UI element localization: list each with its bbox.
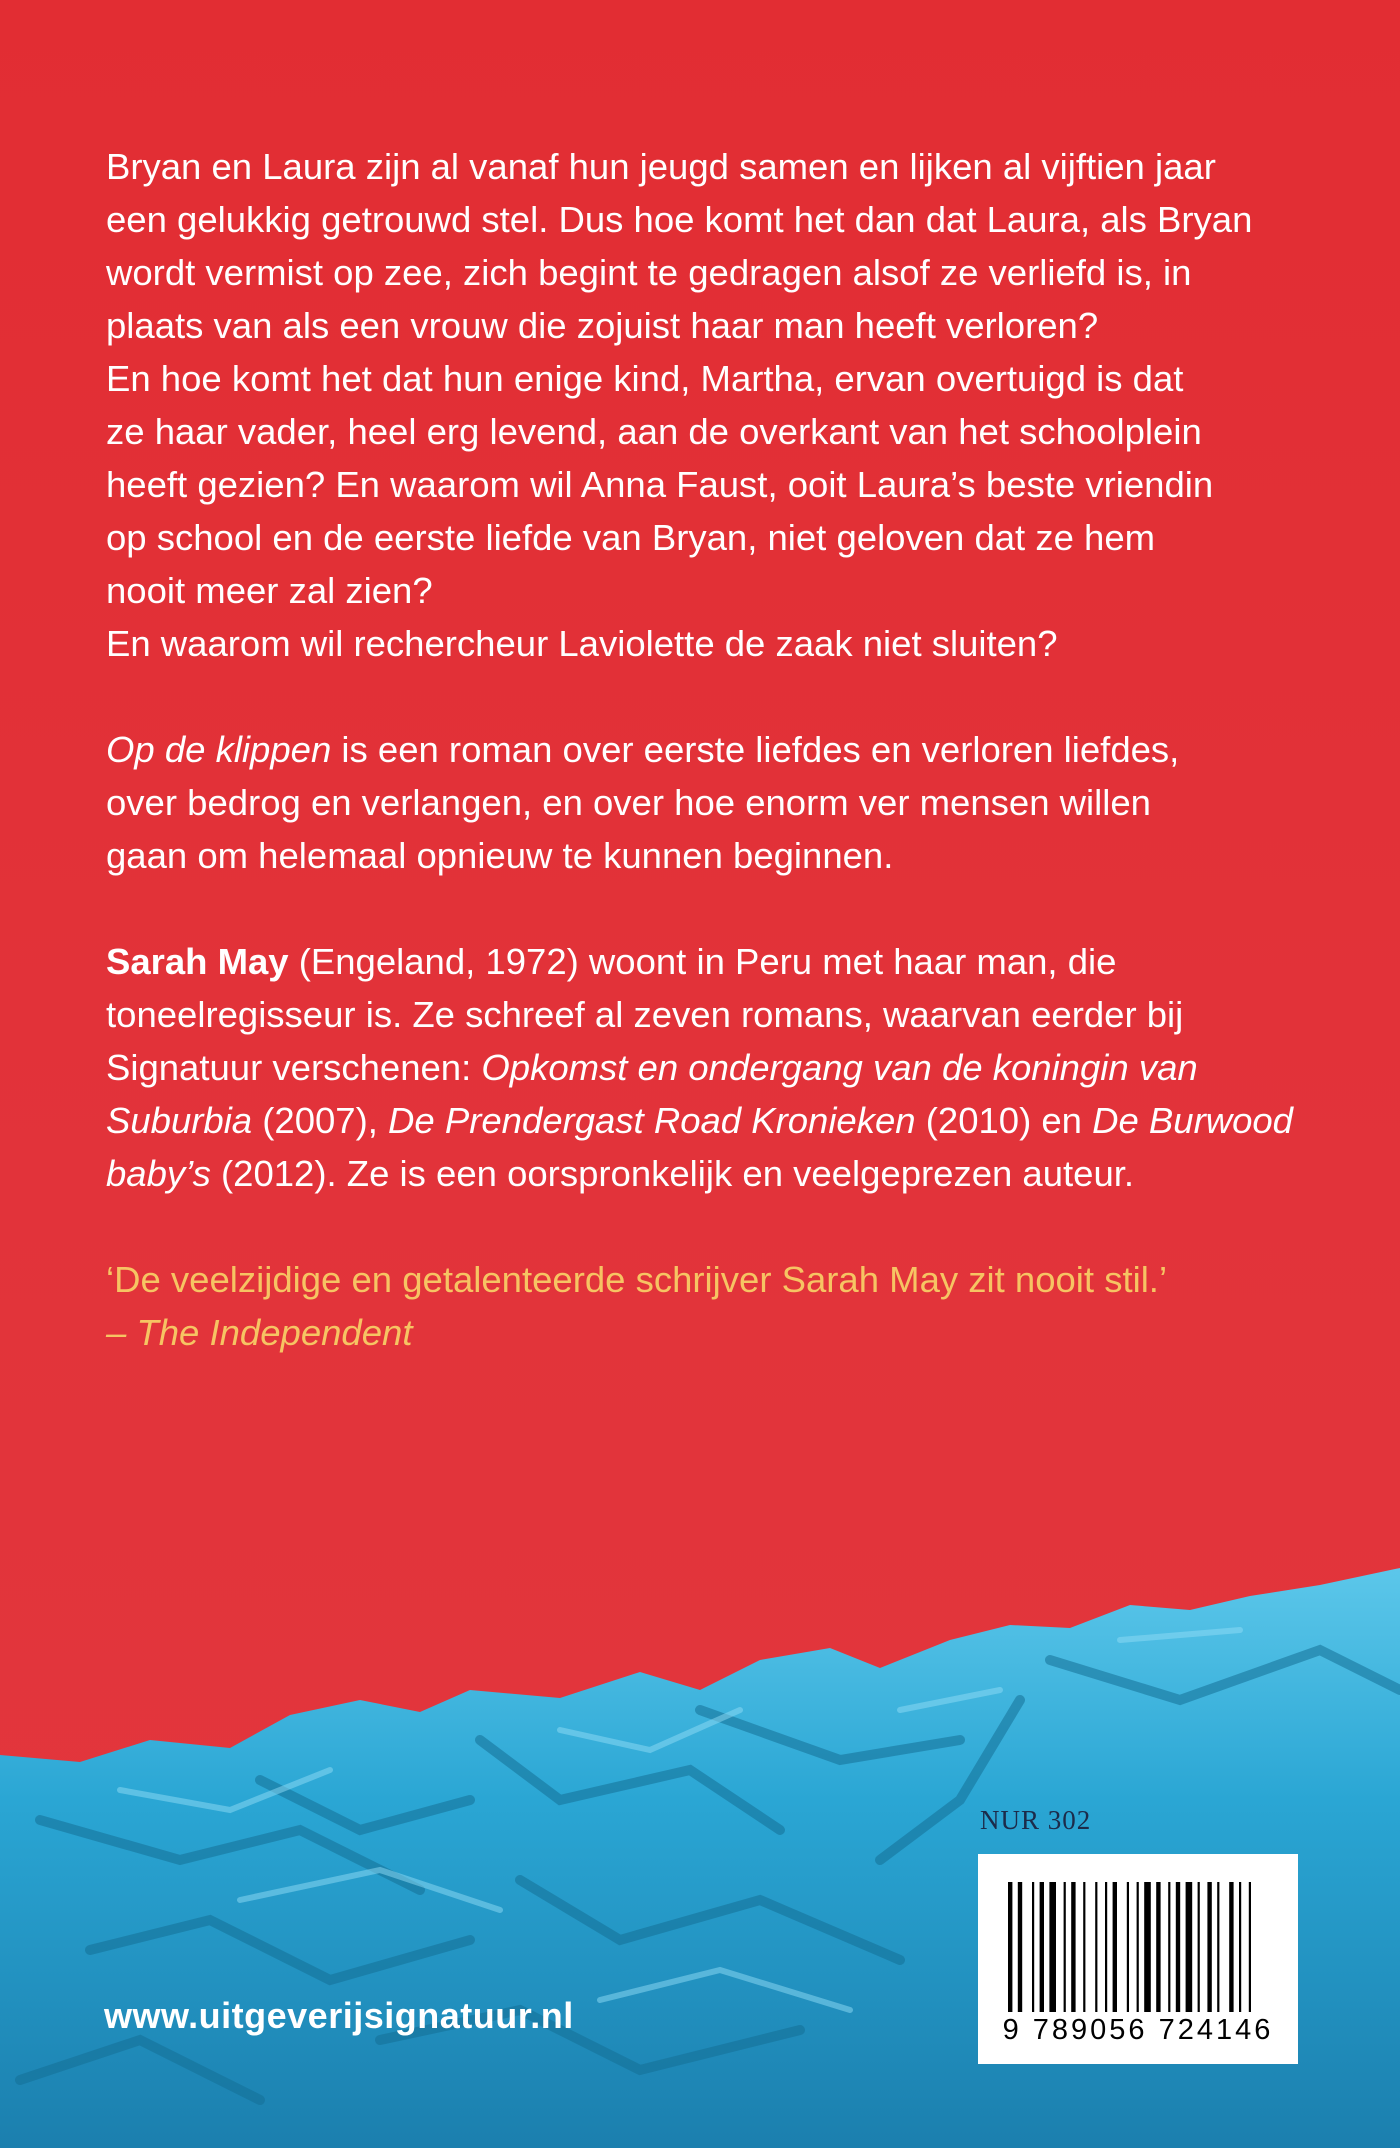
barcode-bar [1083,1882,1085,2012]
synopsis-line: plaats van als een vrouw die zojuist haar man heeft verloren? [106,305,1099,346]
book-title: Suburbia [106,1100,253,1141]
barcode-bar [1217,1882,1219,2012]
synopsis-line: heeft gezien? En waarom wil Anna Faust, ooit Laura’s beste vriendin [106,464,1214,505]
barcode-bar [1040,1882,1044,2012]
barcode-bar [1113,1882,1117,2012]
bio-text: (2010) en [915,1100,1093,1141]
theme-line: gaan om helemaal opnieuw te kunnen beginnen. [106,835,894,876]
bio-text: Signatuur verschenen: [106,1047,482,1088]
barcode-bar [1064,1882,1066,2012]
quote-source-text: – The Independent [106,1312,413,1353]
barcode-bar [1168,1882,1170,2012]
book-title: De Burwood [1092,1100,1293,1141]
barcode-bar [1198,1882,1200,2012]
barcode-bar [1008,1882,1012,2012]
book-title: Op de klippen [106,729,332,770]
isbn-number: 9 789056 724146 [1002,2014,1274,2046]
synopsis-line: op school en de eerste liefde van Bryan, niet geloven dat ze hem [106,517,1156,558]
bio-text: (Engeland, 1972) woont in Peru met haar man, die [288,941,1117,982]
barcode-bar [1176,1882,1180,2012]
bio-text: (2007), [252,1100,389,1141]
barcode-bar [1018,1882,1022,2012]
barcode-bar [1229,1882,1233,2012]
nur-code: NUR 302 [980,1805,1092,1835]
barcode-bar [1156,1882,1160,2012]
book-title: Opkomst en ondergang van de koningin van [481,1047,1198,1088]
barcode-bar [1032,1882,1034,2012]
synopsis-line: En hoe komt het dat hun enige kind, Martha, ervan overtuigd is dat [106,358,1184,399]
barcode-bar [1186,1882,1193,2012]
barcode-bar [1127,1882,1129,2012]
book-title: De Prendergast Road Kronieken [388,1100,916,1141]
barcode-bar [1071,1882,1075,2012]
barcode-bar [1049,1882,1056,2012]
synopsis-line: ze haar vader, heel erg levend, aan de overkant van het schoolplein [106,411,1202,452]
publisher-website[interactable]: www.uitgeverijsignatuur.nl [104,1995,574,2036]
quote-text: ‘De veelzijdige en getalenteerde schrijver Sarah May zit nooit stil.’ [106,1259,1168,1300]
synopsis-line: En waarom wil rechercheur Laviolette de zaak niet sluiten? [106,623,1058,664]
barcode-bar [1137,1882,1139,2012]
theme-line: over bedrog en verlangen, en over hoe enorm ver mensen willen [106,782,1151,823]
barcode-bar [1239,1882,1241,2012]
synopsis-line: nooit meer zal zien? [106,570,433,611]
barcode-bar [1105,1882,1107,2012]
barcode [978,1854,1298,2064]
author-name: Sarah May [106,941,289,982]
synopsis-line: wordt vermist op zee, zich begint te gedragen alsof ze verliefd is, in [106,252,1192,293]
barcode-bar [1144,1882,1151,2012]
synopsis-line: een gelukkig getrouwd stel. Dus hoe komt het dan dat Laura, als Bryan [106,199,1253,240]
synopsis-line: Bryan en Laura zijn al vanaf hun jeugd samen en lijken al vijftien jaar [106,146,1216,187]
barcode-bar [1095,1882,1097,2012]
barcode-bar [1249,1882,1251,2012]
theme-text: is een roman over eerste liefdes en verloren liefdes, [331,729,1180,770]
bio-line: toneelregisseur is. Ze schreef al zeven romans, waarvan eerder bij [106,994,1184,1035]
barcode-bar [1207,1882,1211,2012]
bio-text: (2012). Ze is een oorspronkelijk en veelgeprezen auteur. [210,1153,1135,1194]
book-title: baby’s [106,1153,211,1194]
